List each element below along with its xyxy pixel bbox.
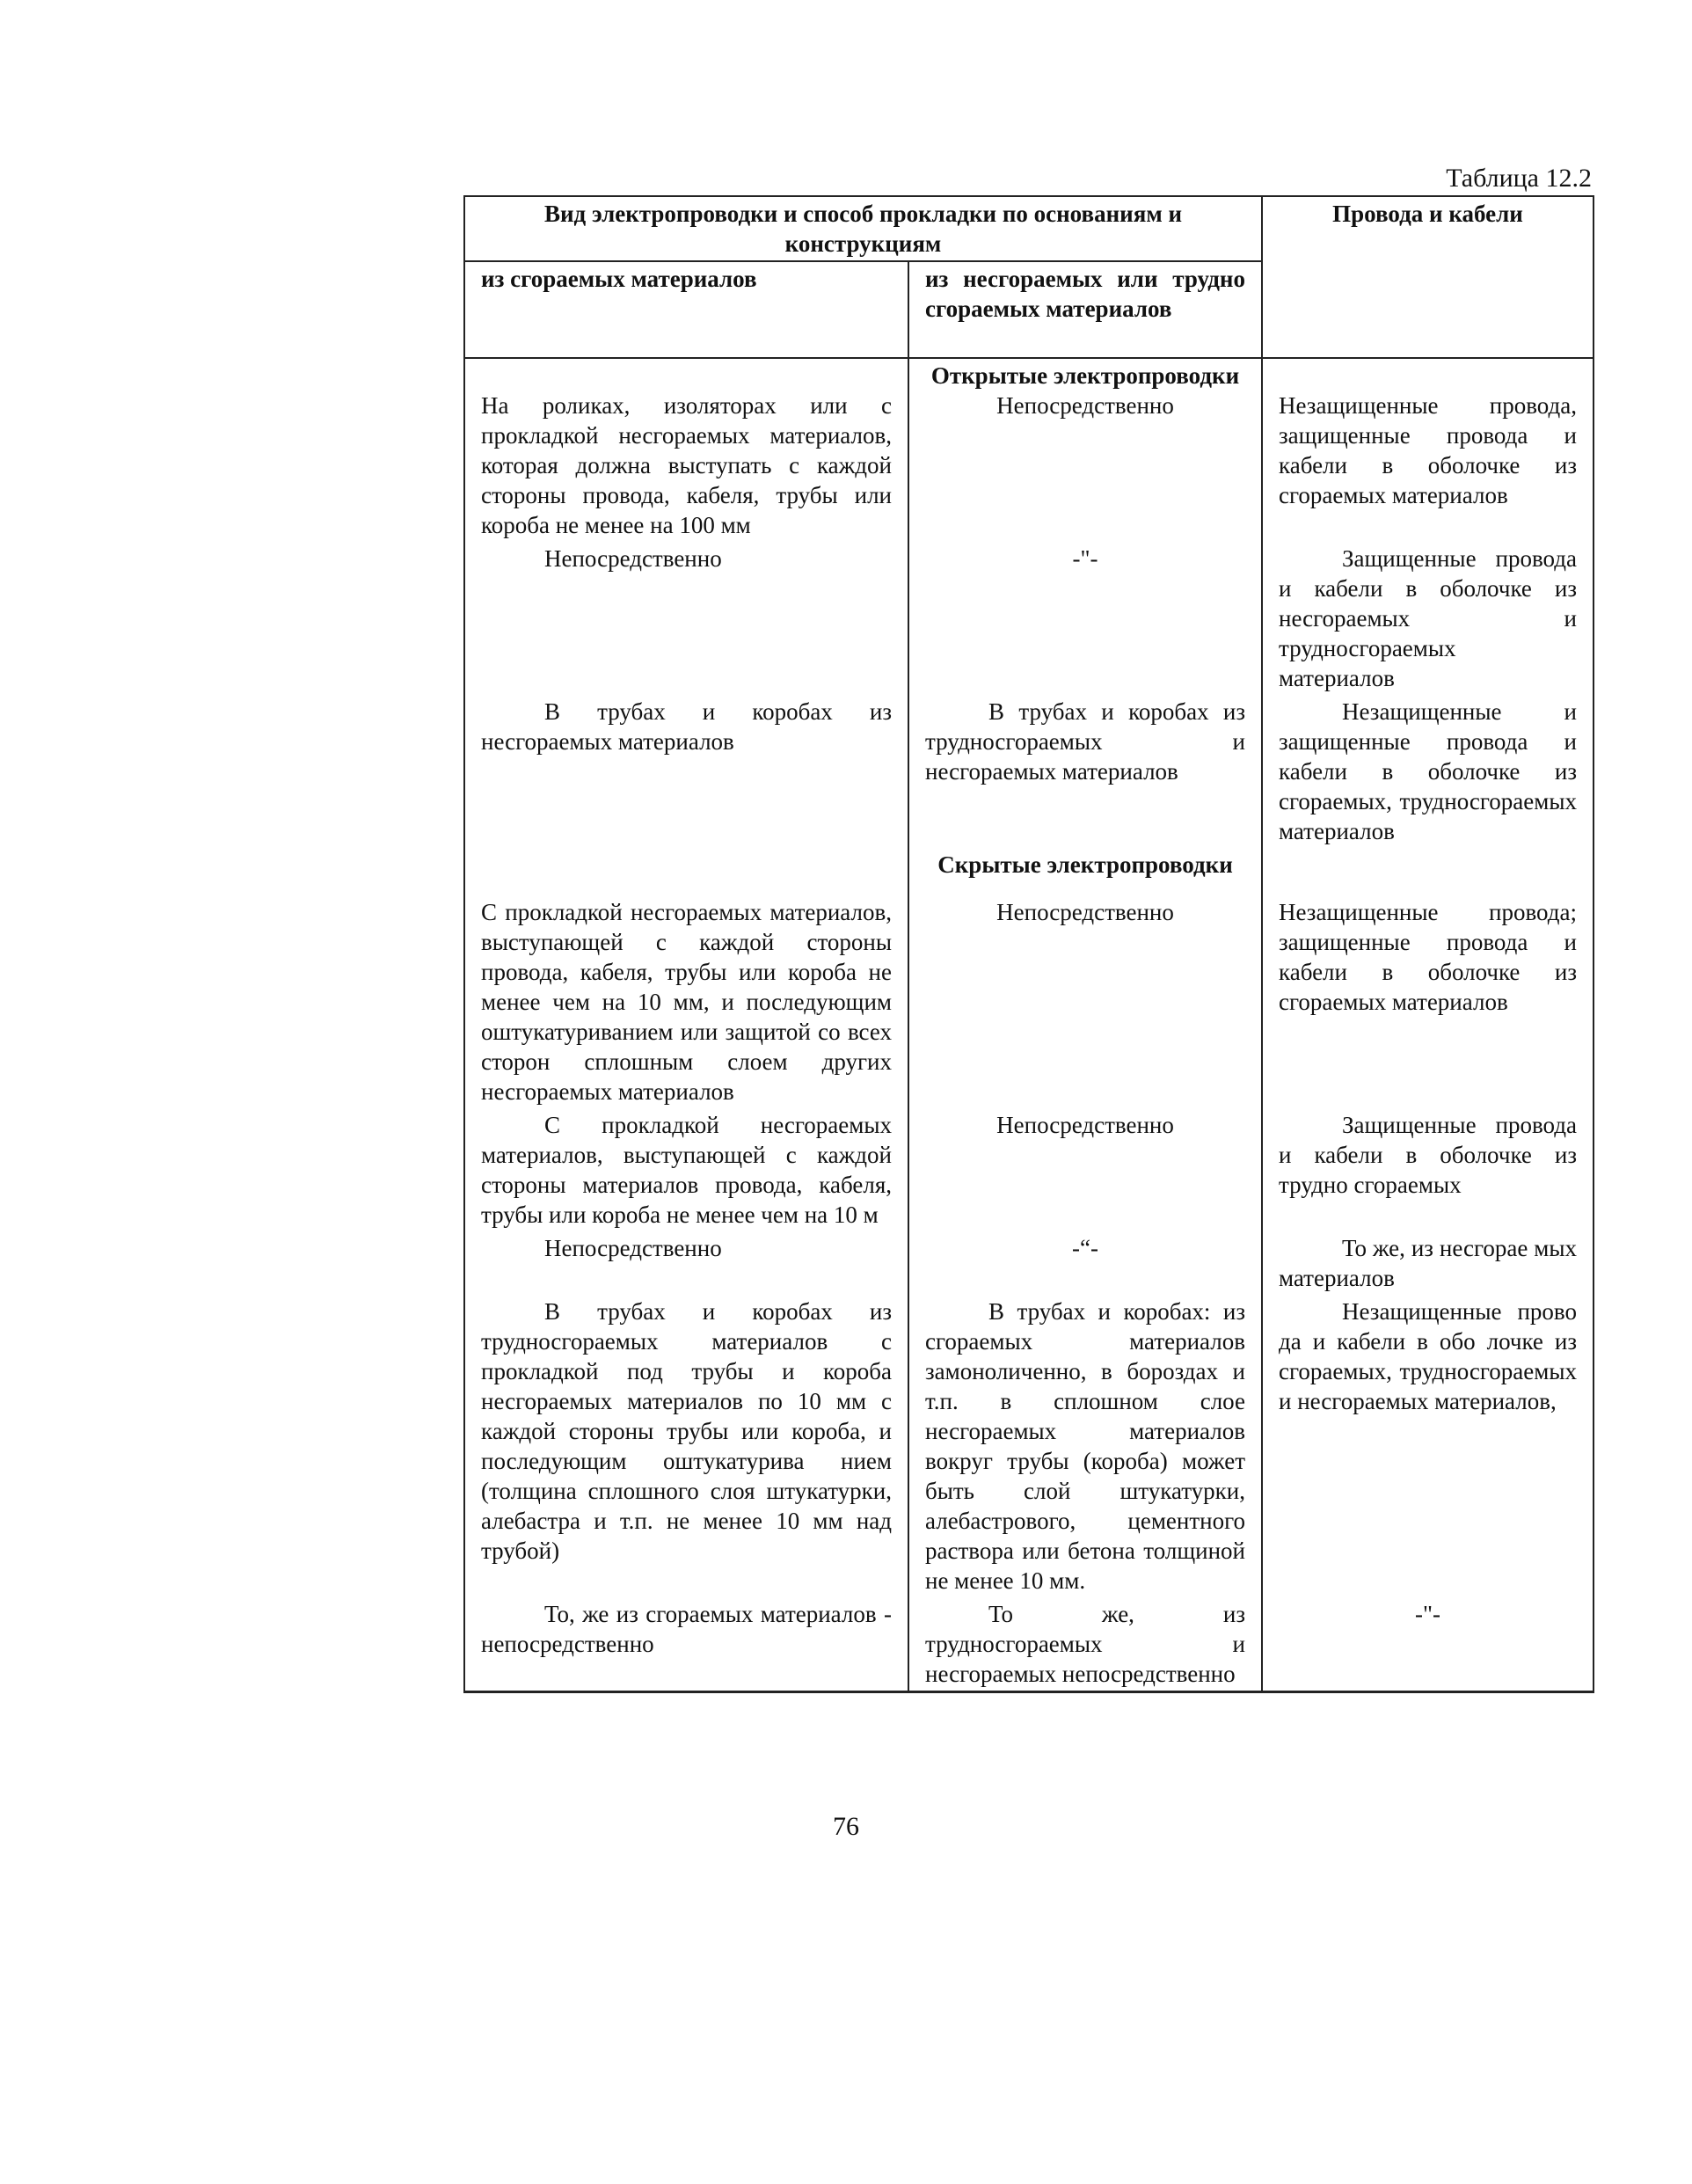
cell-text: -“-: [1072, 1235, 1098, 1261]
table-row: [464, 1231, 1594, 1295]
cell-text: Незащищенные провода, защищенные провода и кабели в оболочке из сгораемых материалов: [1279, 392, 1577, 508]
cell-combustible: [464, 1597, 908, 1692]
cell-wires: [1262, 358, 1594, 542]
cell-empty: [1262, 848, 1594, 881]
cell-text: -"-: [1072, 545, 1098, 572]
cell-empty: [464, 848, 908, 881]
cell-text: В трубах и коробах из трудносгораемых материалов с прокладкой под трубы и короба несгораемых материалов по 10 мм с каждой стороны трубы или короба, и последующим оштукатурива нием (толщина сплошного слоя штукатурки, алебастра и т.п. не менее 10 мм над трубой): [481, 1298, 892, 1564]
cell-text: В трубах и коробах: из сгораемых материалов замоноличенно, в бороздах и т.п. в сплошном слое несгораемых материалов вокруг трубы (короба) может быть слой штукатурки, алебастрового, цементного раствора или бетона толщиной не менее 10 мм.: [925, 1298, 1245, 1594]
cell-noncombustible: [908, 1597, 1262, 1692]
table-row: [464, 1597, 1594, 1692]
table-row: [464, 1108, 1594, 1231]
cell-text: То, же из сгораемых материалов - непосредственно: [481, 1601, 892, 1657]
cell-text: Незащищенные прово да и кабели в обо лочке из сгораемых, трудносгораемых и несгораемых материалов,: [1279, 1298, 1577, 1414]
cell-noncombustible: [908, 881, 1262, 1108]
cell-text: Непосредственно: [996, 392, 1174, 419]
table-row: [464, 358, 1594, 542]
cell-combustible: [464, 881, 908, 1108]
cell-combustible: [464, 1108, 908, 1231]
header-group: Вид электропроводки и способ прокладки по основаниям и конструкциям: [464, 196, 1262, 261]
cell-wires: [1262, 1108, 1594, 1231]
table-row: [464, 695, 1594, 848]
cell-noncombustible: [908, 542, 1262, 695]
cell-text: В трубах и коробах из несгораемых материалов: [481, 698, 892, 755]
section-hidden-label: Скрытые электропроводки: [908, 848, 1262, 881]
cell-text: Незащищенные и защищенные провода и кабели в оболочке из сгораемых, трудносгораемых материалов: [1279, 698, 1577, 844]
cell-wires: [1262, 881, 1594, 1108]
cell-text: С прокладкой несгораемых материалов, выступающей с каждой стороны материалов провода, кабеля, трубы или короба не менее чем на 10 м: [481, 1112, 892, 1228]
cell-noncombustible: [908, 358, 1262, 542]
cell-wires: [1262, 695, 1594, 848]
header-noncombustible: из несгораемых или трудно сгораемых материалов: [908, 261, 1262, 358]
cell-text: С прокладкой несгораемых материалов, выступающей с каждой стороны провода, кабеля, трубы или короба не менее чем на 10 мм, и последующим оштукатуриванием или защитой со всех сторон сплошным слоем других несгораемых материалов: [481, 899, 892, 1105]
cell-combustible: [464, 542, 908, 695]
header-wires-cables: Провода и кабели: [1262, 196, 1594, 358]
cell-text: На роликах, изоляторах или с прокладкой несгораемых материалов, которая должна выступать с каждой стороны провода, кабеля, трубы или короба не менее на 100 мм: [481, 392, 892, 538]
cell-text: -"-: [1414, 1601, 1440, 1627]
cell-text: То же, из несгорае мых материалов: [1279, 1235, 1577, 1291]
table-caption: Таблица 12.2: [1446, 164, 1592, 193]
table-row: [464, 542, 1594, 695]
table-row: [464, 1295, 1594, 1597]
cell-noncombustible: [908, 1295, 1262, 1597]
cell-wires: [1262, 542, 1594, 695]
cell-combustible: [464, 1295, 908, 1597]
wiring-table: [463, 195, 1594, 1693]
cell-text: Защищенные провода и кабели в оболочке из несгораемых и трудносгораемых материалов: [1279, 545, 1577, 691]
table-wrapper: [463, 195, 1593, 1693]
header-combustible: из сгораемых материалов: [464, 261, 908, 358]
cell-wires: [1262, 1597, 1594, 1692]
cell-text: В трубах и коробах из трудносгораемых и несгораемых материалов: [925, 698, 1245, 785]
cell-noncombustible: [908, 1231, 1262, 1295]
section-open-label: Открытые электропроводки: [930, 362, 1240, 389]
cell-noncombustible: [908, 1108, 1262, 1231]
cell-text: Непосредственно: [544, 545, 722, 572]
table-row: [464, 881, 1594, 1108]
cell-text: Непосредственно: [996, 899, 1174, 925]
cell-text: Незащищенные провода; защищенные провода и кабели в оболочке из сгораемых материалов: [1279, 899, 1577, 1015]
cell-noncombustible: [908, 695, 1262, 848]
cell-wires: [1262, 1231, 1594, 1295]
section-row: [464, 848, 1594, 881]
cell-text: Защищенные провода и кабели в оболочке из трудно сгораемых: [1279, 1112, 1577, 1198]
cell-text: Непосредственно: [996, 1112, 1174, 1138]
page-number: 76: [833, 1812, 859, 1841]
cell-text: Непосредственно: [544, 1235, 722, 1261]
cell-combustible: [464, 1231, 908, 1295]
cell-wires: [1262, 1295, 1594, 1597]
cell-combustible: [464, 695, 908, 848]
cell-text: То же, из трудносгораемых и несгораемых непосредственно: [925, 1601, 1245, 1687]
cell-combustible: [464, 358, 908, 542]
